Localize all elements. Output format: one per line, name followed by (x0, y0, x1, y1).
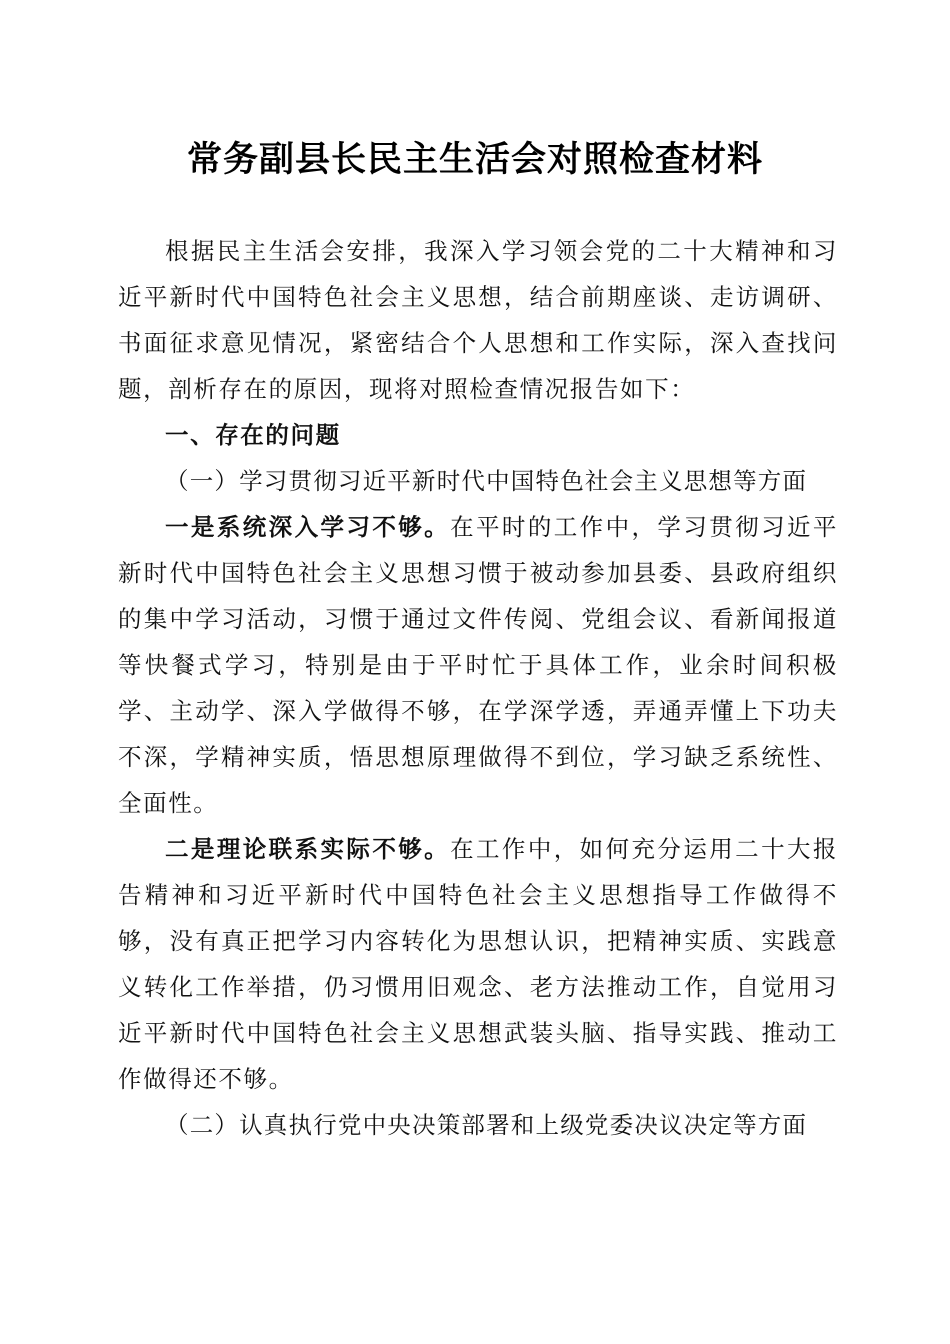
paragraph-body: 在平时的工作中，学习贯彻习近平新时代中国特色社会主义思想习惯于被动参加县委、县政府组织的集中学习活动，习惯于通过文件传阅、党组会议、看新闻报道等快餐式学习，特别是由于平时忙于具体工作，业余时间积极学、主动学、深入学做得不够，在学深学透，弄通弄懂上下功夫不深，学精神实质，悟思想原理做得不到位，学习缺乏系统性、全面性。 (118, 513, 838, 817)
paragraph-lead: 二是理论联系实际不够。 (165, 835, 451, 863)
document-title: 常务副县长民主生活会对照检查材料 (186, 139, 763, 180)
intro-paragraph: 根据民主生活会安排，我深入学习领会党的二十大精神和习近平新时代中国特色社会主义思想，结合前期座谈、走访调研、书面征求意见情况，紧密结合个人思想和工作实际，深入查找问题，剖析存在的原因，现将对照检查情况报告如下： (118, 237, 838, 403)
subsection-heading-2: （二）认真执行党中央决策部署和上级党委决议决定等方面 (165, 1111, 808, 1139)
paragraph-body: 在工作中，如何充分运用二十大报告精神和习近平新时代中国特色社会主义思想指导工作做得不够，没有真正把学习内容转化为思想认识，把精神实质、实践意义转化工作举措，仍习惯用旧观念、老方法推动工作，自觉用习近平新时代中国特色社会主义思想武装头脑、指导实践、推动工作做得还不够。 (118, 835, 838, 1093)
document-body (118, 228, 838, 1148)
paragraph-study (118, 504, 838, 826)
paragraph-practice (118, 826, 838, 1102)
section-heading-problems: 一、存在的问题 (165, 421, 341, 449)
paragraph-lead: 一是系统深入学习不够。 (165, 513, 451, 541)
subsection-heading-1: （一）学习贯彻习近平新时代中国特色社会主义思想等方面 (165, 467, 808, 495)
